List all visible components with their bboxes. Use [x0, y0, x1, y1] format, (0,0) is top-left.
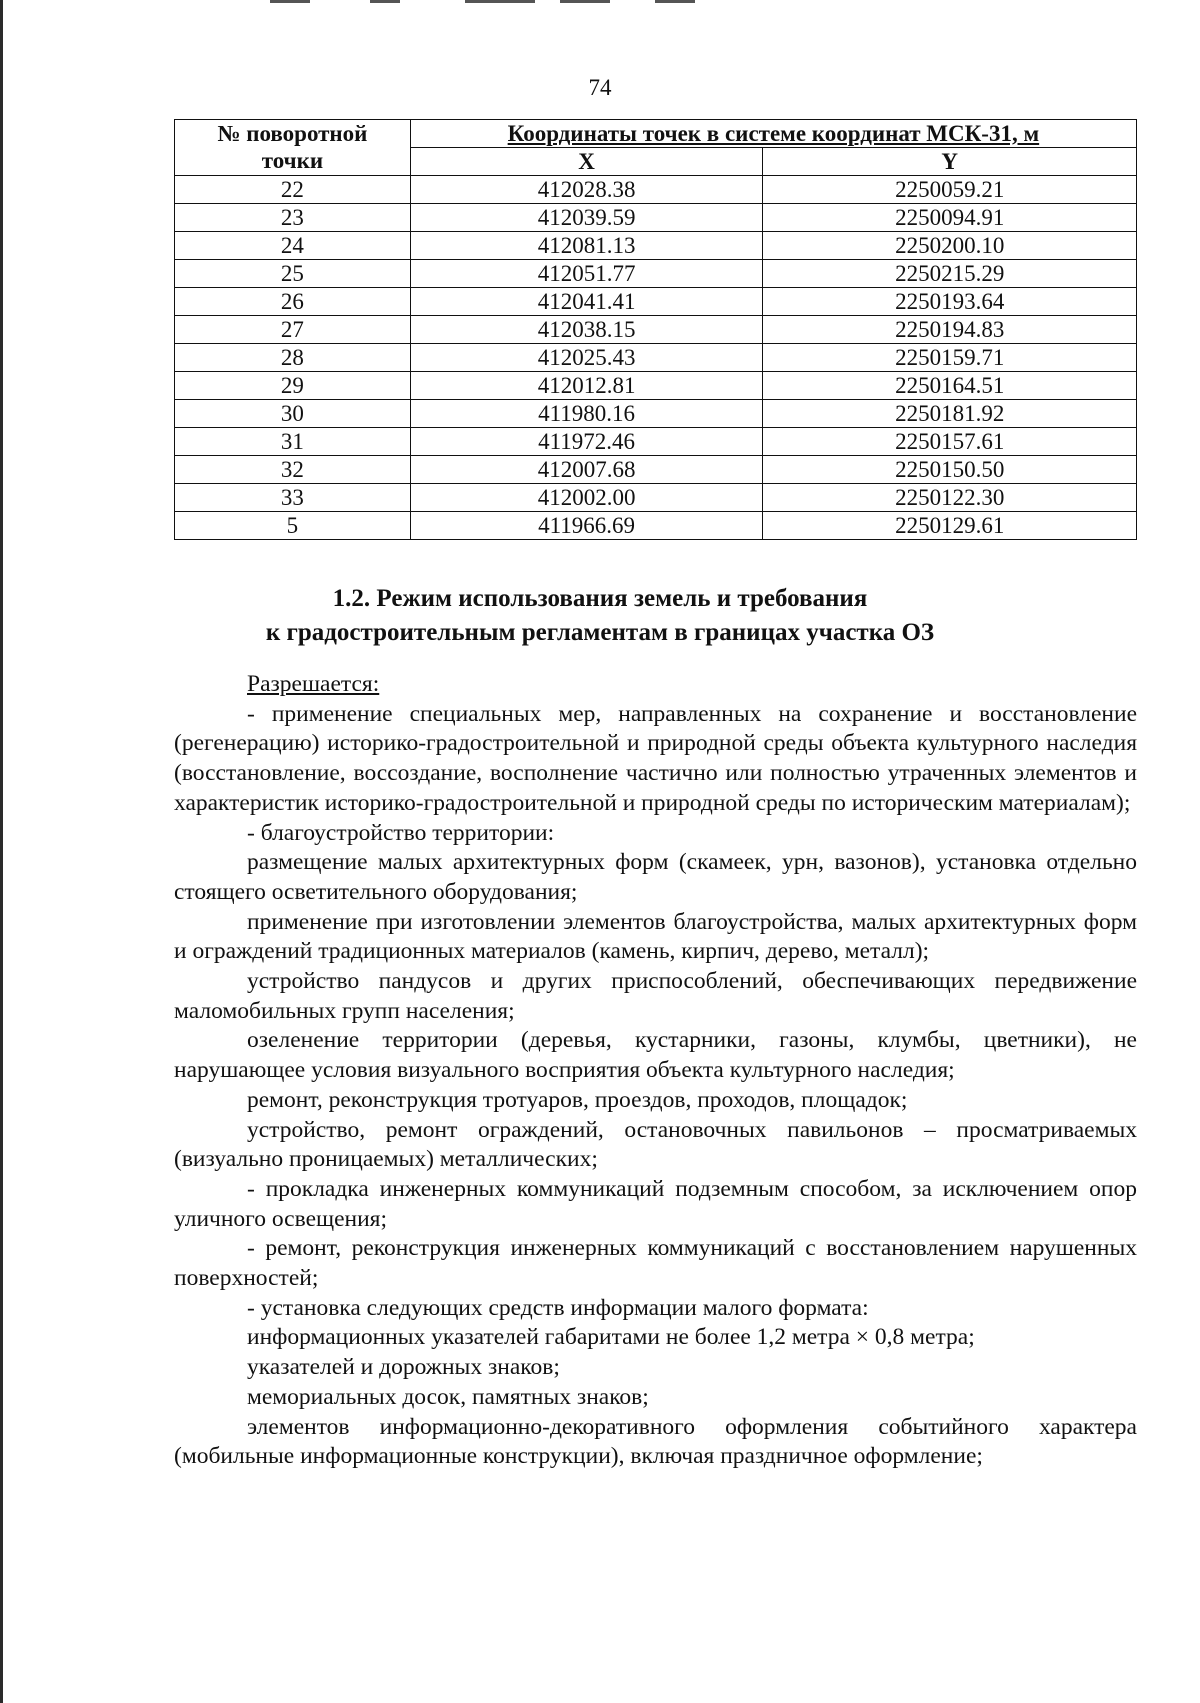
cell-y: 2250122.30: [763, 484, 1137, 512]
header-point-number: № поворотной: [175, 120, 411, 148]
table-row: [175, 372, 1137, 400]
paragraph: - благоустройство территории:: [247, 819, 555, 846]
cell-x: 412041.41: [410, 288, 763, 316]
header-y: Y: [763, 148, 1137, 176]
table-row: [175, 288, 1137, 316]
cell-x: 412081.13: [410, 232, 763, 260]
scan-artifacts: [270, 0, 730, 4]
cell-x: 412028.38: [410, 176, 763, 204]
table-row: [175, 232, 1137, 260]
cell-x: 412025.43: [410, 344, 763, 372]
paragraph: мемориальных досок, памятных знаков;: [247, 1383, 649, 1410]
paragraph: указателей и дорожных знаков;: [247, 1354, 560, 1381]
section-heading-line1: 1.2. Режим использования земель и требования: [332, 585, 868, 612]
cell-x: 411980.16: [410, 400, 763, 428]
table-row: [175, 512, 1137, 540]
cell-x: 412051.77: [410, 260, 763, 288]
paragraph: - установка следующих средств информации малого формата:: [247, 1294, 869, 1321]
section-heading: [0, 582, 1200, 650]
cell-n: 30: [175, 400, 411, 428]
paragraph: размещение малых архитектурных форм (скамеек, урн, вазонов), установка отдельно стоящего осветительного оборудования;: [174, 849, 1137, 905]
paragraph: применение при изготовлении элементов благоустройства, малых архитектурных форм и ограждений традиционных материалов (камень, кирпич, дерево, металл);: [174, 908, 1137, 965]
table-row: [175, 428, 1137, 456]
cell-n: 24: [175, 232, 411, 260]
paragraph: устройство, ремонт ограждений, остановочных павильонов – просматриваемых (визуально проницаемых) металлических;: [174, 1116, 1137, 1173]
paragraph: - ремонт, реконструкция инженерных коммуникаций с восстановлением нарушенных поверхностей;: [174, 1235, 1137, 1292]
paragraph-list: [174, 700, 1137, 1472]
cell-n: 27: [175, 316, 411, 344]
cell-y: 2250059.21: [763, 176, 1137, 204]
table-row: [175, 260, 1137, 288]
paragraph: озеленение территории (деревья, кустарники, газоны, клумбы, цветники), не нарушающее условия визуального восприятия объекта культурного наследия;: [174, 1027, 1137, 1084]
cell-y: 2250094.91: [763, 204, 1137, 232]
cell-n: 28: [175, 344, 411, 372]
header-coordinates: Координаты точек в системе координат МСК-31, м: [410, 120, 1136, 148]
cell-x: 412012.81: [410, 372, 763, 400]
cell-n: 31: [175, 428, 411, 456]
table-row: [175, 456, 1137, 484]
paragraph: - применение специальных мер, направленных на сохранение и восстановление (регенерацию) историко-градостроительной и природной среды объекта культурного наследия (восстановление, воссоздание, восполнение частично или полностью утраченных элементов и характеристик историко-градостроительной и природной среды по историческим материалам);: [174, 700, 1137, 816]
cell-n: 32: [175, 456, 411, 484]
cell-n: 22: [175, 176, 411, 204]
table-row: [175, 176, 1137, 204]
cell-x: 412039.59: [410, 204, 763, 232]
cell-y: 2250193.64: [763, 288, 1137, 316]
cell-y: 2250129.61: [763, 512, 1137, 540]
cell-x: 412007.68: [410, 456, 763, 484]
paragraph: информационных указателей габаритами не более 1,2 метра × 0,8 метра;: [247, 1324, 975, 1351]
table-row: [175, 484, 1137, 512]
paragraph: - прокладка инженерных коммуникаций подземным способом, за исключением опор уличного освещения;: [174, 1175, 1137, 1232]
table-body: [175, 176, 1137, 540]
cell-y: 2250194.83: [763, 316, 1137, 344]
section-heading-line2: к градостроительным регламентам в границах участка ОЗ: [265, 619, 935, 646]
cell-x: 412002.00: [410, 484, 763, 512]
coordinates-table: [174, 119, 1137, 540]
table-row: [175, 400, 1137, 428]
permitted-label: Разрешается:: [247, 671, 380, 697]
page-number: 74: [588, 75, 612, 100]
header-x: X: [410, 148, 763, 176]
cell-x: 411966.69: [410, 512, 763, 540]
cell-n: 33: [175, 484, 411, 512]
cell-n: 5: [175, 512, 411, 540]
cell-n: 26: [175, 288, 411, 316]
cell-n: 25: [175, 260, 411, 288]
cell-y: 2250164.51: [763, 372, 1137, 400]
section-body: [174, 670, 1137, 1472]
cell-y: 2250159.71: [763, 344, 1137, 372]
header-point-number-line2: точки: [175, 148, 411, 176]
table-row: [175, 344, 1137, 372]
cell-y: 2250157.61: [763, 428, 1137, 456]
paragraph: ремонт, реконструкция тротуаров, проездов, проходов, площадок;: [247, 1086, 908, 1113]
cell-n: 29: [175, 372, 411, 400]
scan-edge: [0, 0, 3, 1703]
cell-n: 23: [175, 204, 411, 232]
paragraph: элементов информационно-декоративного оформления событийного характера (мобильные информационные конструкции), включая праздничное оформление;: [174, 1413, 1137, 1470]
cell-y: 2250181.92: [763, 400, 1137, 428]
paragraph: устройство пандусов и других приспособлений, обеспечивающих передвижение маломобильных групп населения;: [174, 968, 1137, 1024]
cell-y: 2250150.50: [763, 456, 1137, 484]
cell-x: 412038.15: [410, 316, 763, 344]
cell-y: 2250215.29: [763, 260, 1137, 288]
table-row: [175, 204, 1137, 232]
cell-x: 411972.46: [410, 428, 763, 456]
cell-y: 2250200.10: [763, 232, 1137, 260]
table-row: [175, 316, 1137, 344]
